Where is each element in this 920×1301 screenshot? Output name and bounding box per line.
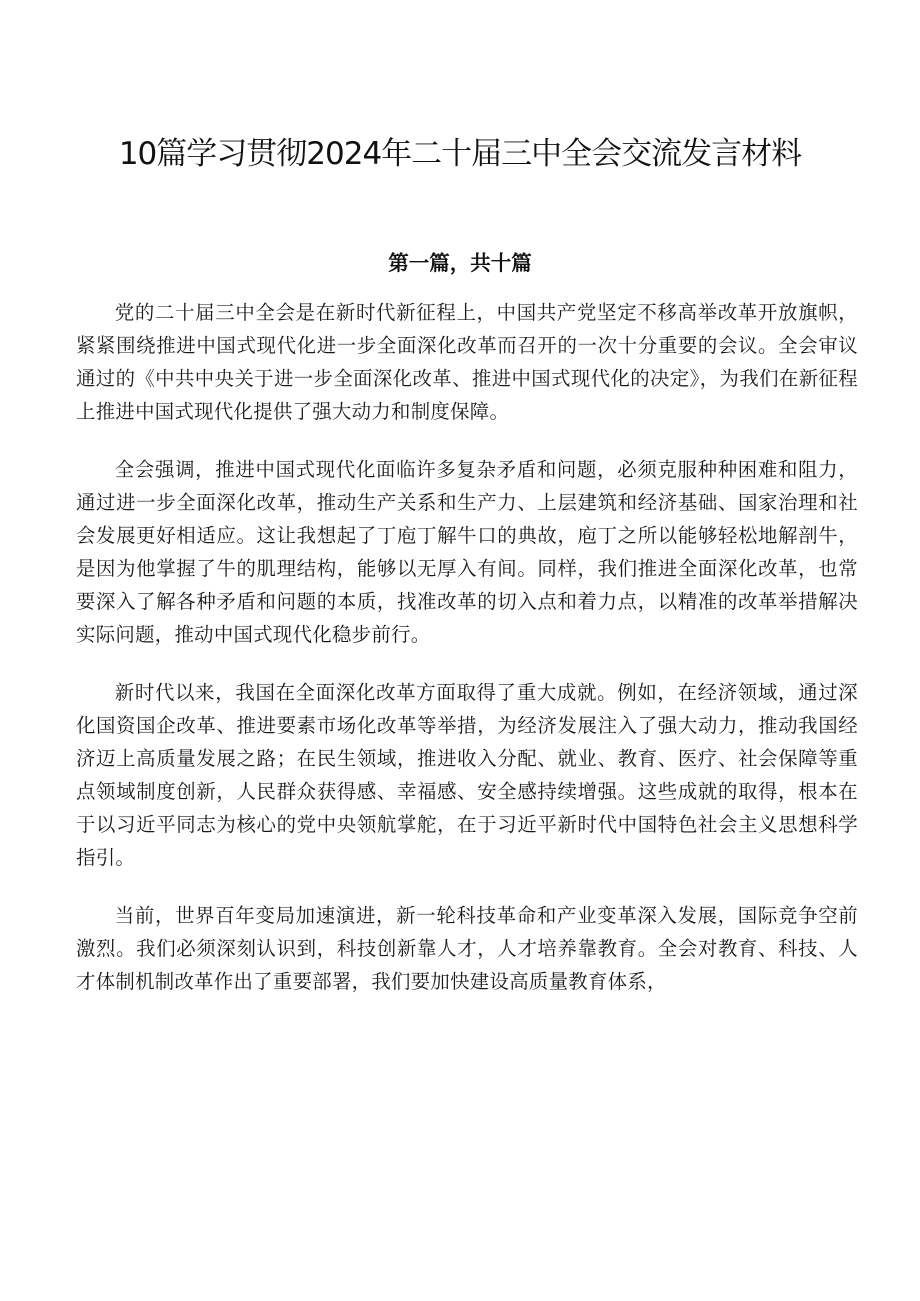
paragraph-3: 新时代以来，我国在全面深化改革方面取得了重大成就。例如，在经济领域，通过深化国资国企改革、推进要素市场化改革等举措，为经济发展注入了强大动力，推动我国经济迈上高质量发展之路；在民生领域，推进收入分配、就业、教育、医疗、社会保障等重点领域制度创新，人民群众获得感、幸福感、安全感持续增强。这些成就的取得，根本在于以习近平同志为核心的党中央领航掌舵，在于习近平新时代中国特色社会主义思想科学指引。 <box>76 681 858 869</box>
document-title: 10篇学习贯彻2024年二十届三中全会交流发言材料 <box>118 136 802 172</box>
paragraph-4: 当前，世界百年变局加速演进，新一轮科技革命和产业变革深入发展，国际竞争空前激烈。我们必须深刻认识到，科技创新靠人才，人才培养靠教育。全会对教育、科技、人才体制机制改革作出了重要部署，我们要加快建设高质量教育体系， <box>76 904 858 993</box>
document-body <box>76 296 858 1023</box>
section-heading: 第一篇，共十篇 <box>388 251 532 275</box>
paragraph-2: 全会强调，推进中国式现代化面临许多复杂矛盾和问题，必须克服种种困难和阻力，通过进一步全面深化改革，推动生产关系和生产力、上层建筑和经济基础、国家治理和社会发展更好相适应。这让我想起了丁庖丁解牛口的典故，庖丁之所以能够轻松地解剖牛，是因为他掌握了牛的肌理结构，能够以无厚入有间。同样，我们推进全面深化改革，也常要深入了解各种矛盾和问题的本质，找准改革的切入点和着力点，以精准的改革举措解决实际问题，推动中国式现代化稳步前行。 <box>76 458 858 646</box>
paragraph-1: 党的二十届三中全会是在新时代新征程上，中国共产党坚定不移高举改革开放旗帜，紧紧围绕推进中国式现代化进一步全面深化改革而召开的一次十分重要的会议。全会审议通过的《中共中央关于进一步全面深化改革、推进中国式现代化的决定》，为我们在新征程上推进中国式现代化提供了强大动力和制度保障。 <box>76 301 858 423</box>
